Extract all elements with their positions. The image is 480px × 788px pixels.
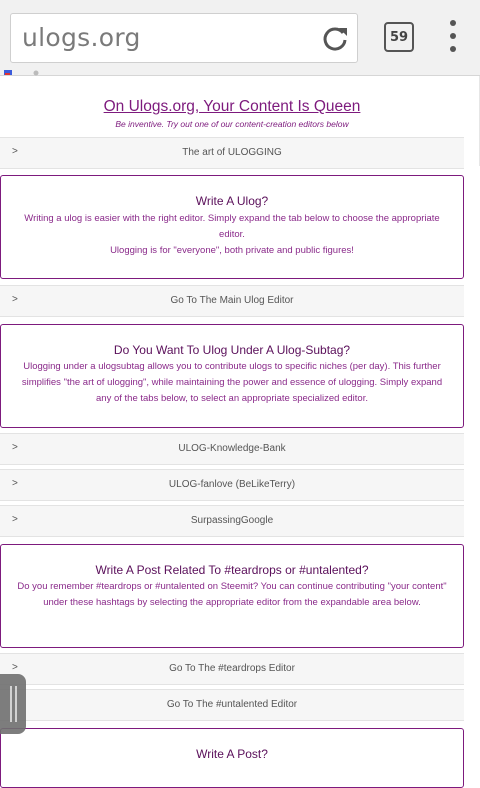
chevron-right-icon: > [12, 294, 18, 305]
card-title: Write A Post Related To #teardrops or #untalented? [95, 563, 369, 577]
card-title: Write A Post? [196, 747, 268, 761]
accordion-label: ULOG-fanlove (BeLikeTerry) [168, 479, 296, 490]
accordion-label: SurpassingGoogle [190, 515, 274, 526]
chevron-right-icon: > [12, 146, 18, 157]
card-title: Do You Want To Ulog Under A Ulog-Subtag? [113, 343, 351, 357]
card-body: Ulogging under a ulogsubtag allows you to contribute ulogs to specific niches (per day). This further simplifies "the art of ulogging", while maintaining the power and essence of ulogging. Simply expand any of the tabs below, to select an appropriate specialized editor. [21, 361, 443, 404]
accordion-untalented-editor[interactable] [0, 689, 464, 721]
card-body: Do you remember #teardrops or #untalented on Steemit? You can continue contributing "your content" under these hashtags by selecting the appropriate editor from the expandable area below. [17, 581, 447, 608]
chevron-right-icon: > [12, 478, 18, 489]
address-bar[interactable] [10, 13, 358, 63]
accordion-label: Go To The #teardrops Editor [169, 663, 295, 674]
browser-toolbar [0, 0, 480, 76]
write-post-card [0, 728, 464, 788]
card-body: Writing a ulog is easier with the right editor. Simply expand the tab below to choose the appropriate editor. [24, 213, 440, 240]
accordion-label: Go To The Main Ulog Editor [170, 295, 294, 306]
chevron-right-icon: > [12, 662, 18, 673]
accordion-art-of-ulogging[interactable] [0, 137, 464, 169]
subtag-card [0, 324, 464, 428]
card-title: Write A Ulog? [195, 194, 269, 208]
accordion-label: Go To The #untalented Editor [166, 699, 298, 710]
accordion-main-editor[interactable] [0, 285, 464, 317]
card-body-note: Ulogging is for "everyone", both private and public figures! [110, 245, 354, 256]
accordion-surpassing-google[interactable] [0, 505, 464, 537]
tab-count: 59 [389, 29, 409, 45]
page-subtitle: Be inventive. Try out one of our content-creation editors below [115, 119, 349, 129]
chevron-right-icon: > [12, 442, 18, 453]
accordion-knowledge-bank[interactable] [0, 433, 464, 465]
reload-icon[interactable] [321, 24, 349, 52]
teardrops-card [0, 544, 464, 648]
accordion-fanlove[interactable] [0, 469, 464, 501]
tab-switcher-button[interactable] [384, 22, 414, 52]
write-ulog-card [0, 175, 464, 279]
page-title[interactable]: On Ulogs.org, Your Content Is Queen [103, 98, 361, 115]
url-text: ulogs.org [22, 23, 141, 52]
chevron-right-icon: > [12, 514, 18, 525]
partial-favicon-icon [2, 66, 42, 76]
accordion-label: ULOG-Knowledge-Bank [178, 443, 286, 454]
page-content [0, 76, 464, 788]
accordion-label: The art of ULOGGING [182, 147, 282, 158]
side-drawer-handle[interactable] [0, 674, 26, 734]
overflow-menu-icon[interactable] [444, 20, 462, 56]
accordion-teardrops-editor[interactable] [0, 653, 464, 685]
